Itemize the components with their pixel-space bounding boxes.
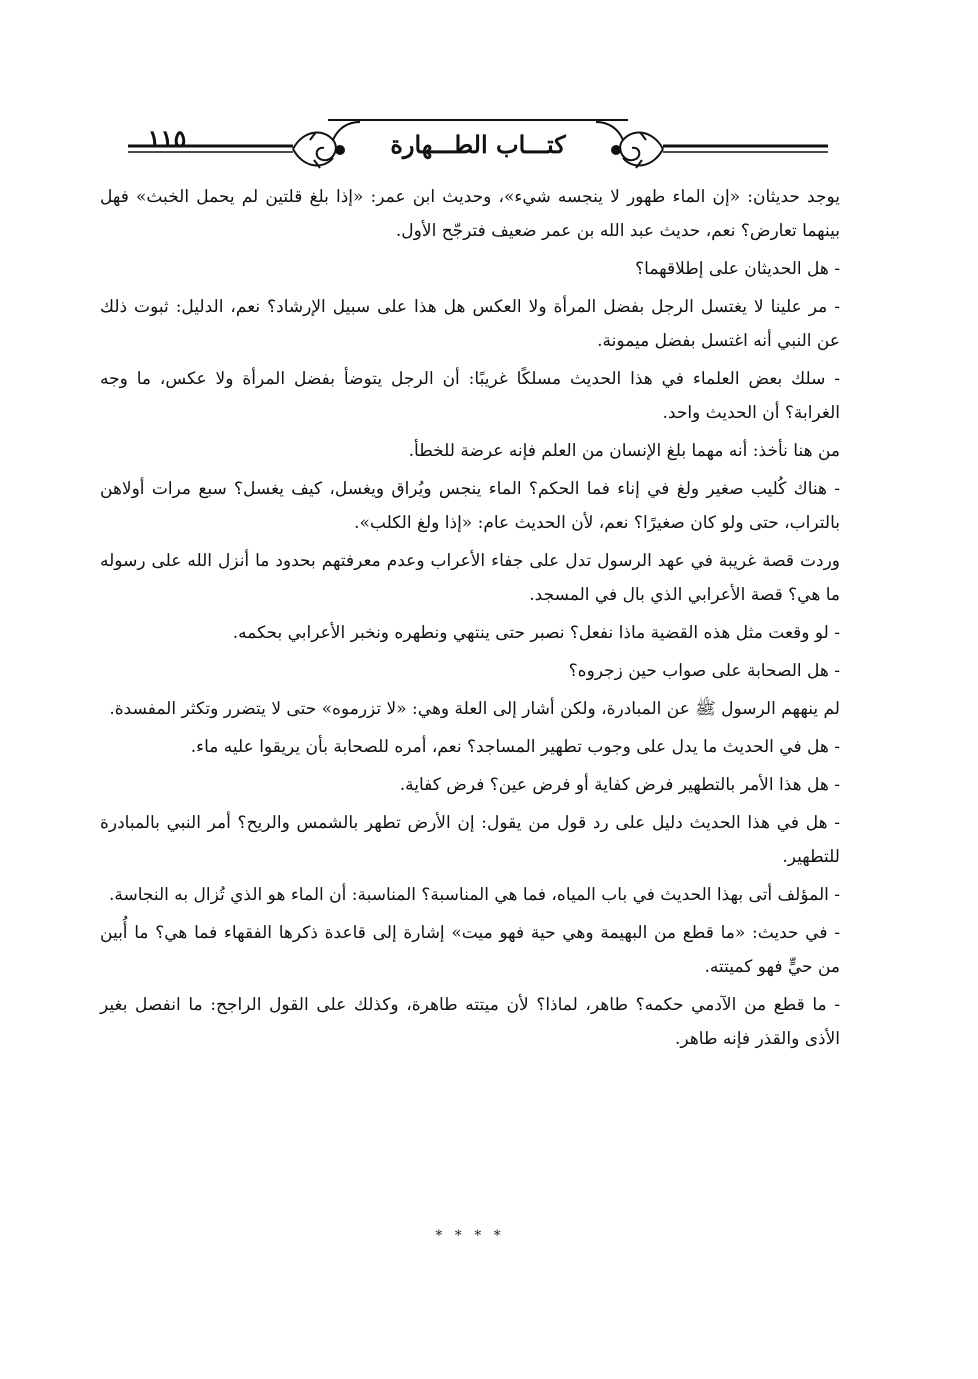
section-separator: * * * *: [435, 1228, 505, 1244]
right-ornament-icon: [596, 122, 663, 168]
paragraph: - هل الحديثان على إطلاقهما؟: [635, 259, 840, 279]
paragraph: - هل في هذا الحديث دليل على رد قول من يقول: إن الأرض تطهر بالشمس والريح؟ أمر النبي بالمبادرة للتطهير.: [100, 813, 840, 867]
page-body: [100, 180, 840, 1060]
paragraph: - هناك كُليب صغير ولغ في إناء فما الحكم؟ الماء ينجس ويُراق ويغسل، كيف يغسل؟ سبع مرات أولاهن بالتراب، حتى ولو كان صغيرًا؟ نعم، لأن الحديث عام: «إذا ولغ الكلب».: [100, 479, 840, 533]
paragraph: وردت قصة غريبة في عهد الرسول تدل على جفاء الأعراب وعدم معرفتهم بحدود ما أنزل الله على رسوله ما هي؟ قصة الأعرابي الذي بال في المسجد.: [100, 551, 841, 605]
paragraph: - ما قطع من الآدمي حكمه؟ طاهر، لماذا؟ لأن ميتته طاهرة، وكذلك على القول الراجح: ما انفصل بغير الأذى والقذر فإنه طاهر.: [100, 995, 840, 1049]
paragraph: يوجد حديثان: «إن الماء طهور لا ينجسه شيء»، وحديث ابن عمر: «إذا بلغ قلتين لم يحمل الخبث» فهل بينهما تعارض؟ نعم، حديث عبد الله بن عمر ضعيف فترجّح الأول.: [100, 187, 840, 241]
paragraph: - هل في الحديث ما يدل على وجوب تطهير المساجد؟ نعم، أمره للصحابة بأن يريقوا عليه ماء.: [190, 737, 840, 757]
paragraph: - في حديث: «ما قطع من البهيمة وهي حية فهو ميت» إشارة إلى قاعدة ذكرها الفقهاء فما هي؟ ما أُبين من حيٍّ فهو كميتته.: [100, 923, 840, 977]
paragraph: - هل الصحابة على صواب حين زجروه؟: [568, 661, 840, 681]
left-ornament-icon: [293, 122, 360, 168]
chapter-title: كتـــاب الطـــهارة: [390, 130, 566, 159]
paragraph: - هل هذا الأمر بالتطهير فرض كفاية أو فرض عين؟ فرض كفاية.: [399, 775, 840, 795]
page-header: [128, 110, 828, 180]
paragraph: - سلك بعض العلماء في هذا الحديث مسلكًا غريبًا: أن الرجل يتوضأ بفضل المرأة ولا عكس، ما وجه الغرابة؟ أن الحديث واحد.: [100, 369, 840, 423]
paragraph: لم ينههم الرسول ﷺ عن المبادرة، ولكن أشار إلى العلة وهي: «لا تزرموه» حتى لا يتضرر وتكثر المفسدة.: [109, 699, 840, 719]
paragraph: - لو وقعت مثل هذه القضية ماذا نفعل؟ نصبر حتى ينتهي ونطهره ونخبر الأعرابي بحكمه.: [232, 623, 840, 643]
paragraph: من هنا نأخذ: أنه مهما بلغ الإنسان من العلم فإنه عرضة للخطأ.: [408, 441, 840, 461]
paragraph: - المؤلف أتى بهذا الحديث في باب المياه، فما هي المناسبة؟ المناسبة: أن الماء هو الذي تُزال به النجاسة.: [108, 885, 840, 905]
paragraph: - مر علينا لا يغتسل الرجل بفضل المرأة ولا العكس هل هذا على سبيل الإرشاد؟ نعم، الدليل: ثبوت ذلك عن النبي أنه اغتسل بفضل ميمونة.: [100, 297, 840, 351]
page-number: ١١٥: [147, 124, 187, 153]
